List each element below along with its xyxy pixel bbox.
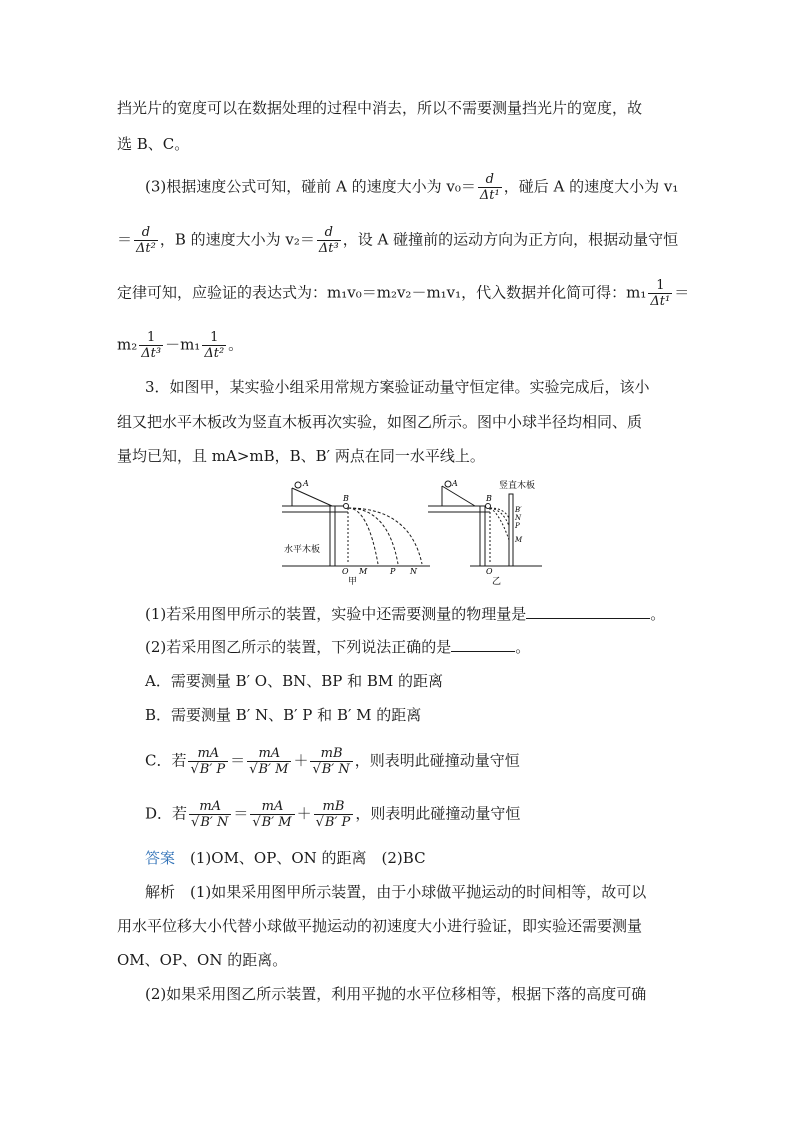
fraction: [139, 330, 163, 361]
label-m: M: [515, 536, 523, 544]
fraction: [648, 278, 672, 309]
label-o: O: [342, 567, 349, 576]
numerator: mA: [247, 746, 291, 762]
para-line: 挡光片的宽度可以在数据处理的过程中消去，所以不需要测量挡光片的宽度，故: [117, 99, 643, 117]
numerator: 1: [139, 330, 163, 346]
para-line: 选 B、C。: [117, 135, 190, 153]
label-m: M: [359, 567, 368, 576]
answer-blank[interactable]: [526, 618, 650, 619]
experiment-figure: [270, 476, 560, 586]
text-run: ＝: [233, 804, 249, 823]
ramp: [292, 488, 332, 506]
numerator: mA: [250, 799, 294, 815]
text-run: (1)若采用图甲所示的装置，实验中还需要测量的物理量是: [145, 605, 527, 623]
trajectory-M: [348, 508, 378, 564]
option-a: A．需要测量 B′ O、BN、BP 和 BM 的距离: [145, 672, 444, 690]
analysis-line: (2)如果采用图乙所示装置，利用平抛的水平位移相等，根据下落的高度可确: [145, 985, 647, 1003]
label-a: A: [303, 479, 309, 488]
text-run: C．若: [145, 751, 187, 770]
ramp: [442, 486, 475, 506]
text-run: ＋: [293, 751, 309, 770]
text-run: ＝: [230, 751, 246, 770]
ball-b: [486, 504, 491, 509]
solution-line: [117, 278, 689, 309]
text-run: m₂: [117, 335, 138, 354]
numerator: mA: [188, 746, 228, 762]
text-run: －m₁: [165, 335, 201, 354]
denominator: √B′ P: [315, 815, 351, 830]
fraction: [202, 330, 226, 361]
solution-line: [117, 225, 678, 256]
trajectory-P: [348, 508, 398, 564]
option-c: [145, 746, 520, 777]
denominator: Δt²: [136, 241, 156, 256]
radicand: B′ M: [258, 762, 289, 777]
figure-right: [428, 486, 542, 566]
option-b: B．需要测量 B′ N、B′ P 和 B′ M 的距离: [145, 706, 422, 724]
board-label-right: 竖直木板: [499, 481, 536, 491]
trajectory-M: [490, 508, 509, 540]
board-label-left: 水平木板: [284, 545, 321, 555]
label-p: P: [390, 567, 396, 576]
text-run: ＝: [674, 283, 690, 302]
sub-question-2: [145, 637, 530, 657]
trajectory-N: [348, 508, 422, 564]
text-run: 。: [515, 638, 531, 656]
fraction: [189, 799, 231, 830]
fraction: [247, 746, 291, 777]
label-n: N: [410, 567, 417, 576]
text-run: ＝: [117, 230, 133, 249]
text-run: (2)若采用图乙所示的装置，下列说法正确的是: [145, 638, 452, 656]
label-p: P: [515, 522, 520, 530]
denominator: Δt³: [141, 346, 162, 361]
caption-left: 甲: [348, 577, 358, 586]
question-line: 量均已知，且 mA>mB，B、B′ 两点在同一水平线上。: [117, 447, 485, 465]
ball-b: [344, 504, 349, 509]
numerator: d: [478, 172, 502, 188]
denominator: √B′ P: [190, 762, 226, 777]
label-n: N: [515, 514, 522, 522]
text-run: ，则表明此碰撞动量守恒: [354, 751, 520, 770]
numerator: mB: [314, 799, 354, 815]
answer-text: (1)OM、OP、ON 的距离 (2)BC: [190, 849, 426, 867]
radicand: B′ N: [200, 815, 229, 830]
text-run: ，碰后 A 的速度大小为 v₁: [503, 177, 679, 196]
fraction: [250, 799, 294, 830]
vertical-board: [509, 494, 513, 566]
question-line: 3．如图甲，某实验小组采用常规方案验证动量守恒定律。实验完成后，该小: [145, 378, 650, 396]
denominator: √B′ M: [249, 762, 289, 777]
trajectory-N: [490, 508, 509, 518]
fraction: [188, 746, 228, 777]
solution-line: [145, 172, 678, 203]
denominator: Δt¹: [479, 188, 500, 203]
fraction: [314, 799, 354, 830]
text-run: ，则表明此碰撞动量守恒: [355, 804, 521, 823]
text-run: ，设 A 碰撞前的运动方向为正方向，根据动量守恒: [342, 230, 679, 249]
label-a: A: [452, 479, 458, 488]
option-d: [145, 799, 520, 830]
text-run: 定律可知，应验证的表达式为：m₁v₀＝m₂v₂－m₁v₁，代入数据并化简可得：m₁: [117, 283, 647, 302]
fraction: [317, 225, 341, 256]
numerator: 1: [648, 278, 672, 294]
fraction: [134, 225, 158, 256]
text-run: 。: [650, 605, 666, 623]
analysis-line: 解析 (1)如果采用图甲所示装置，由于小球做平抛运动的时间相等，故可以: [145, 883, 647, 901]
denominator: √B′ N: [191, 815, 229, 830]
numerator: 1: [202, 330, 226, 346]
radicand: B′ P: [324, 815, 351, 830]
text-run: ，B 的速度大小为 v₂＝: [159, 230, 315, 249]
denominator: Δt²: [204, 346, 225, 361]
denominator: √B′ N: [312, 762, 350, 777]
label-b: B: [486, 494, 492, 503]
analysis-line: OM、OP、ON 的距离。: [117, 951, 288, 969]
answer-line: [145, 848, 426, 868]
text-run: 。: [228, 335, 244, 354]
solution-line: [117, 330, 243, 361]
answer-label: 答案: [145, 849, 176, 867]
radicand: B′ M: [261, 815, 292, 830]
analysis-line: 用水平位移大小代替小球做平抛运动的初速度大小进行验证，即实验还需要测量: [117, 917, 643, 935]
caption-right: 乙: [492, 577, 502, 586]
answer-blank[interactable]: [451, 651, 515, 652]
numerator: d: [317, 225, 341, 241]
text-run: D．若: [145, 804, 188, 823]
denominator: Δt¹: [650, 294, 671, 309]
text-run: (3)根据速度公式可知，碰前 A 的速度大小为 v₀＝: [145, 177, 476, 196]
label-b-prime: B′: [515, 506, 522, 514]
ball-a: [445, 481, 451, 487]
label-b: B: [343, 494, 349, 503]
sub-question-1: [145, 604, 665, 624]
numerator: d: [134, 225, 158, 241]
numerator: mA: [189, 799, 231, 815]
text-run: ＋: [296, 804, 312, 823]
ball-a: [295, 482, 301, 488]
radicand: B′ P: [199, 762, 226, 777]
label-o: O: [486, 567, 493, 576]
question-line: 组又把水平木板改为竖直木板再次实验，如图乙所示。图中小球半径均相同、质: [117, 413, 643, 431]
fraction: [478, 172, 502, 203]
fraction: [310, 746, 352, 777]
denominator: Δt³: [318, 241, 339, 256]
denominator: √B′ M: [252, 815, 292, 830]
numerator: mB: [310, 746, 352, 762]
radicand: B′ N: [321, 762, 350, 777]
